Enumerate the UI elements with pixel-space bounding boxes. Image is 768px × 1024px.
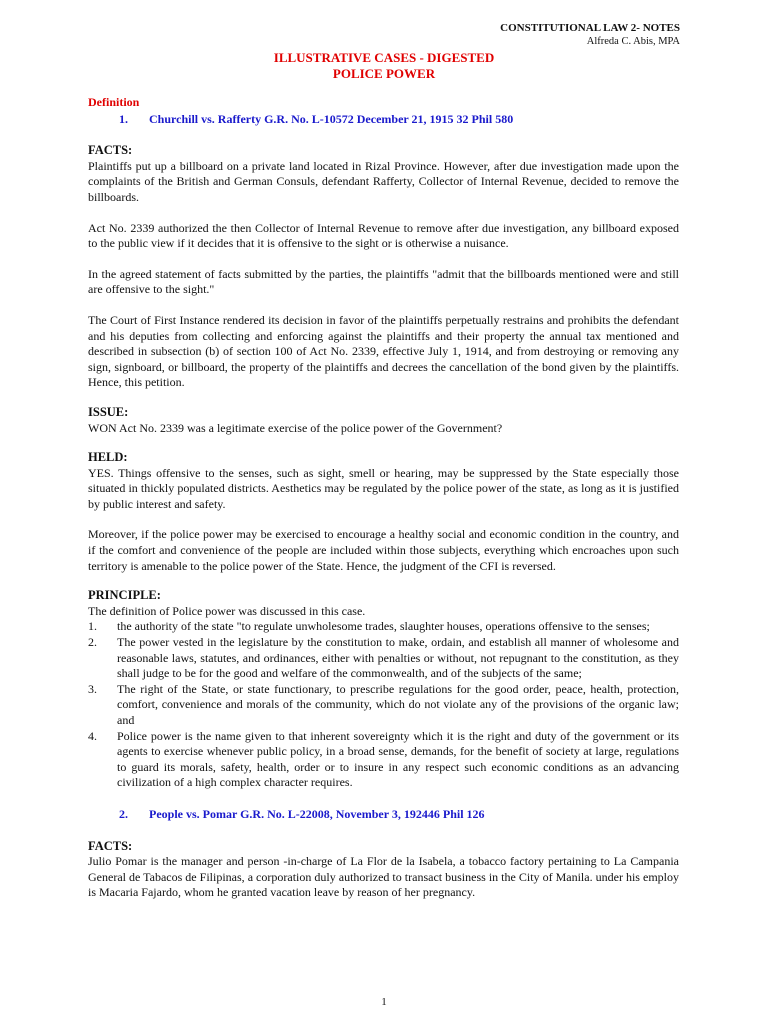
- item-number: 1.: [88, 619, 97, 634]
- case-number: 2.: [119, 806, 128, 821]
- principle-item: [88, 682, 679, 729]
- case-number: 1.: [119, 111, 128, 126]
- item-number: 3.: [88, 681, 97, 696]
- definition-label: Definition: [88, 95, 140, 109]
- facts-paragraph: The Court of First Instance rendered its decision in favor of the plaintiffs perpetually restrains and prohibits the defendant and his deputies from collecting and enforcing against the plaintiffs and their property the annual tax mentioned and described in subsection (b) of section 100 of Act No. 2339, effective July 1, 1914, and from destroying or removing any sign, signboard, or billboard, the property of the plaintiffs and decrees the cancellation of the bond given by the plaintiffs. Hence, this petition.: [88, 312, 679, 390]
- document-title: ILLUSTRATIVE CASES - DIGESTED: [273, 50, 495, 65]
- item-number: 2.: [88, 635, 97, 650]
- facts-paragraph: In the agreed statement of facts submitted by the parties, the plaintiffs "admit that the billboards mentioned were and still are offensive to the sight.": [88, 266, 679, 297]
- facts-heading: FACTS:: [88, 838, 133, 853]
- principle-heading: PRINCIPLE:: [88, 588, 161, 603]
- issue-paragraph: WON Act No. 2339 was a legitimate exercise of the police power of the Government?: [88, 420, 503, 435]
- facts-paragraph: Julio Pomar is the manager and person -in-charge of La Flor de la Isabela, a tobacco factory pertaining to La Campania General de Tabacos de Filipinas, a corporation duly authorized to transact business in the City of Manila. under his employ is Macaria Fajardo, whom he granted vacation leave by reason of her pregnancy.: [88, 854, 679, 900]
- held-heading: HELD:: [88, 450, 128, 465]
- principle-intro: The definition of Police power was discussed in this case.: [88, 603, 366, 618]
- running-header: [500, 22, 680, 48]
- item-text: Police power is the name given to that inherent sovereignty which it is the right and duty of the government or its agents to exercise whenever public policy, in a broad sense, demands, for the benefit of society at large, regulations to guard its morals, safety, health, order or to insure in any respect such economic conditions as an advancing civilization of a high complex character requires.: [117, 728, 679, 790]
- facts-paragraph: Act No. 2339 authorized the then Collector of Internal Revenue to remove after due investigation, any billboard exposed to the public view if it decides that it is offensive to the sight or is otherwise a nuisance.: [88, 220, 679, 251]
- case-heading: [88, 112, 679, 128]
- principle-item: [88, 729, 679, 791]
- case-title: Churchill vs. Rafferty G.R. No. L-10572 December 21, 1915 32 Phil 580: [149, 111, 514, 126]
- item-text: The right of the State, or state functionary, to prescribe regulations for the good order, peace, health, protection, comfort, convenience and morals of the community, which do not violate any of the provisions of the organic law; and: [117, 681, 679, 727]
- item-text: The power vested in the legislature by the constitution to make, ordain, and establish all manner of wholesome and reasonable laws, statutes, and ordinances, either with penalties or without, not repugnant to the constitution, as they shall judge to be for the good and welfare of the commonwealth, and of the subjects of the same;: [117, 635, 679, 681]
- issue-heading: ISSUE:: [88, 404, 129, 419]
- item-number: 4.: [88, 728, 97, 743]
- principle-list: [88, 619, 679, 791]
- header-title: CONSTITUTIONAL LAW 2- NOTES: [500, 22, 680, 34]
- principle-item: [88, 635, 679, 682]
- document-subtitle: POLICE POWER: [332, 66, 436, 81]
- header-author: Alfreda C. Abis, MPA: [586, 36, 680, 47]
- facts-heading: FACTS:: [88, 143, 133, 158]
- item-text: the authority of the state "to regulate unwholesome trades, slaughter houses, operations offensive to the senses;: [117, 619, 650, 634]
- facts-paragraph: Plaintiffs put up a billboard on a private land located in Rizal Province. However, after due investigation made upon the complaints of the British and German Consuls, defendant Rafferty, Collector of Internal Revenue, decided to remove the billboards.: [88, 158, 679, 204]
- held-paragraph: Moreover, if the police power may be exercised to encourage a healthy social and economic condition in the country, and if the comfort and convenience of the people are included within those subjects, everything which encroaches upon such territory is amenable to the police power of the State. Hence, the judgment of the CFI is reversed.: [88, 527, 679, 573]
- case-title: People vs. Pomar G.R. No. L-22008, November 3, 192446 Phil 126: [149, 806, 485, 821]
- held-paragraph: YES. Things offensive to the senses, such as sight, smell or hearing, may be suppressed by the State especially those situated in thickly populated districts. Aesthetics may be regulated by the police power of the state, as long as it is justified by public interest and safety.: [88, 465, 679, 511]
- page-number: 1: [381, 996, 387, 1008]
- document-body: [88, 95, 679, 901]
- case-heading: [88, 807, 679, 823]
- principle-item: [88, 619, 679, 635]
